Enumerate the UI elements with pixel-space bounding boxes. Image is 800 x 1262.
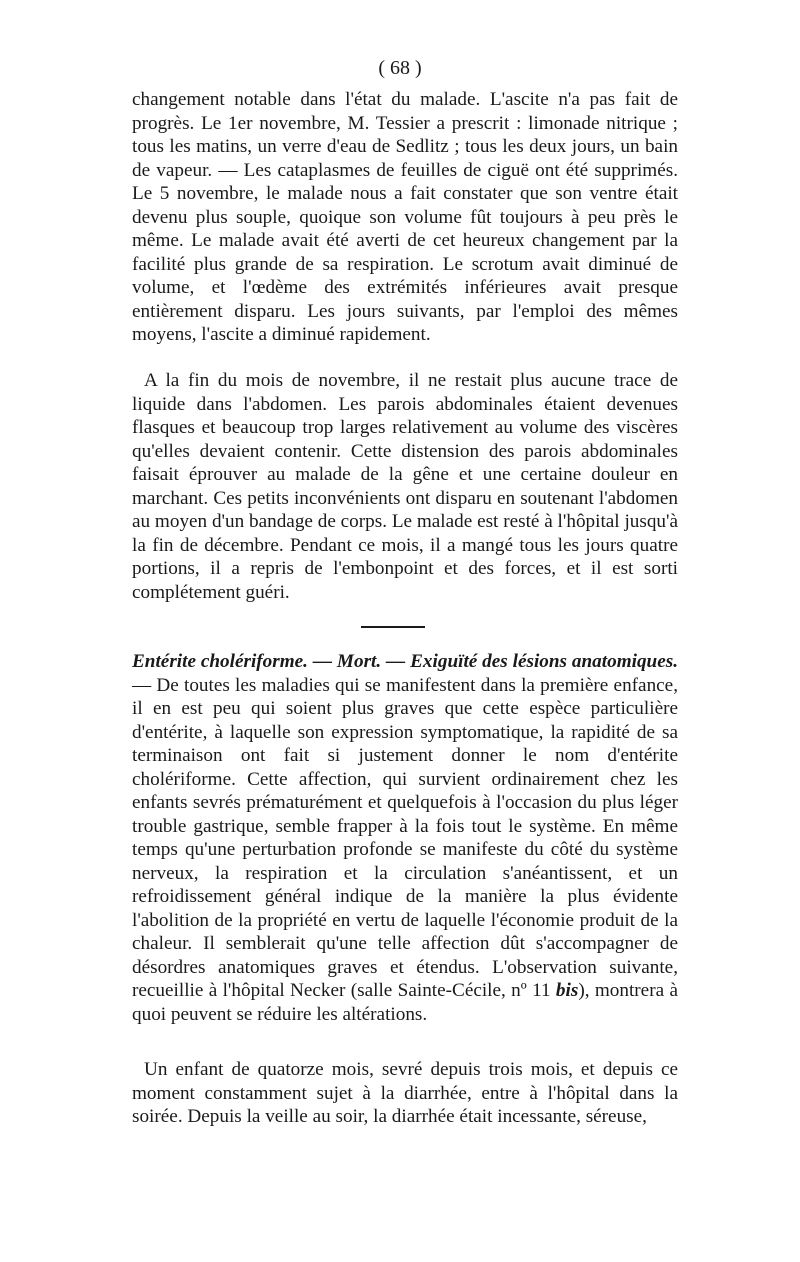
- section-heading: Entérite cholériforme. — Mort. — Exiguïté des lésions anatomiques.: [132, 651, 678, 672]
- paragraph-recovery: [132, 369, 678, 604]
- paragraph-text: changement notable dans l'état du malade. L'ascite n'a pas fait de progrès. Le 1er novembre, M. Tessier a prescrit : limonade nitrique ; tous les matins, un verre d'eau de Sedlitz ; tous les deux jours, un bain de vapeur. — Les cataplasmes de feuilles de ciguë ont été supprimés. Le 5 novembre, le malade nous a fait constater que son ventre était devenu plus souple, quoique son volume fût toujours à peu près le même. Le malade avait été averti de cet heureux changement par la facilité plus grande de sa respiration. Le scrotum avait diminué de volume, et l'œdème des extrémités inférieures avait presque entièrement disparu. Les jours suivants, par l'emploi des mêmes moyens, l'ascite a diminué rapidement.: [132, 89, 678, 345]
- paragraph-body: [132, 650, 678, 1026]
- bis-marker: bis: [555, 980, 579, 1001]
- paragraph-tail-text: ), montrera à quoi peuvent se réduire les altérations.: [132, 980, 678, 1025]
- paragraph-case-continuation: [132, 88, 678, 347]
- section-divider: [361, 626, 425, 628]
- paragraph-lead-text: — De toutes les maladies qui se manifestent dans la première enfance, il en est peu qui soient plus graves que cette espèce particulière d'entérite, à laquelle son expression symptomatique, la rapidité de sa terminaison ont fait si justement donner le nom d'entérite cholériforme. Cette affection, qui survient ordinairement chez les enfants sevrés prématurément et quelquefois à l'occasion du plus léger trouble gastrique, semble frapper à la fois tout le système. En même temps qu'une perturbation profonde se manifeste du côté du système nerveux, la respiration et la circulation s'anéantissent, et un refroidissement général indique de la manière la plus évidente l'abolition de la propriété en vertu de laquelle l'économie produit de la chaleur. Il semblerait qu'une telle affection dût s'accompagner de désordres anatomiques graves et étendus. L'observation suivante, recueillie à l'hôpital Necker (salle Sainte-Cécile, nº 11: [132, 674, 678, 1001]
- paragraph-text: A la fin du mois de novembre, il ne restait plus aucune trace de liquide dans l'abdomen. Les parois abdominales étaient devenues flasques et beaucoup trop larges relativement au volume des viscères qu'elles devaient contenir. Cette distension des parois abdominales faisait éprouver au malade de la gêne et une certaine douleur en marchant. Ces petits inconvénients ont disparu en soutenant l'abdomen au moyen d'un bandage de corps. Le malade est resté à l'hôpital jusqu'à la fin de décembre. Pendant ce mois, il a mangé tous les jours quatre portions, il a repris de l'embonpoint et des forces, et il est sorti complétement guéri.: [132, 370, 678, 603]
- paragraph-observation: [132, 1058, 678, 1129]
- paragraph-text: Un enfant de quatorze mois, sevré depuis trois mois, et depuis ce moment constamment sujet à la diarrhée, entre à l'hôpital dans la soirée. Depuis la veille au soir, la diarrhée était incessante, séreuse,: [132, 1059, 678, 1127]
- paragraph-section-intro: [132, 650, 678, 1026]
- page-number: ( 68 ): [378, 57, 422, 79]
